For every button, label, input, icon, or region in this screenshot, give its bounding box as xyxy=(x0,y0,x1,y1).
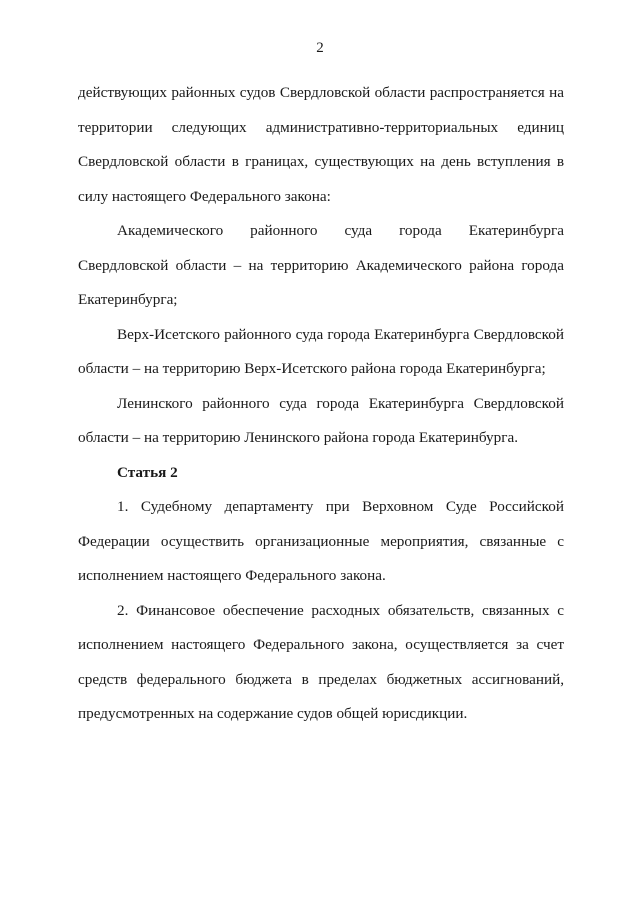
page-number: 2 xyxy=(316,40,324,56)
paragraph-verkh-isetsky-court: Верх-Исетского районного суда города Екатеринбурга Свердловской области – на территорию Верх-Исетского района города Екатеринбурга; xyxy=(78,325,564,377)
paragraph-article2-item1: 1. Судебному департаменту при Верховном Суде Российской Федерации осуществить организационные мероприятия, связанные с исполнением настоящего Федерального закона. xyxy=(78,498,564,584)
paragraph-academic-court: Академического районного суда города Екатеринбурга Свердловской области – на территорию Академического района города Екатеринбурга; xyxy=(78,222,564,308)
document-body xyxy=(78,76,564,732)
paragraph-article2-item2: 2. Финансовое обеспечение расходных обязательств, связанных с исполнением настоящего Федерального закона, осуществляется за счет средств федерального бюджета в пределах бюджетных ассигнований, предусмотренных на содержание судов общей юрисдикции. xyxy=(78,601,564,722)
article-heading: Статья 2 xyxy=(117,463,178,481)
paragraph-leninsky-court: Ленинского районного суда города Екатеринбурга Свердловской области – на территорию Ленинского района города Екатеринбурга. xyxy=(78,394,564,446)
paragraph-continuation: действующих районных судов Свердловской области распространяется на территории следующих административно-территориальных единиц Свердловской области в границах, существующих на день вступления в силу настоящего Федерального закона: xyxy=(78,84,564,205)
